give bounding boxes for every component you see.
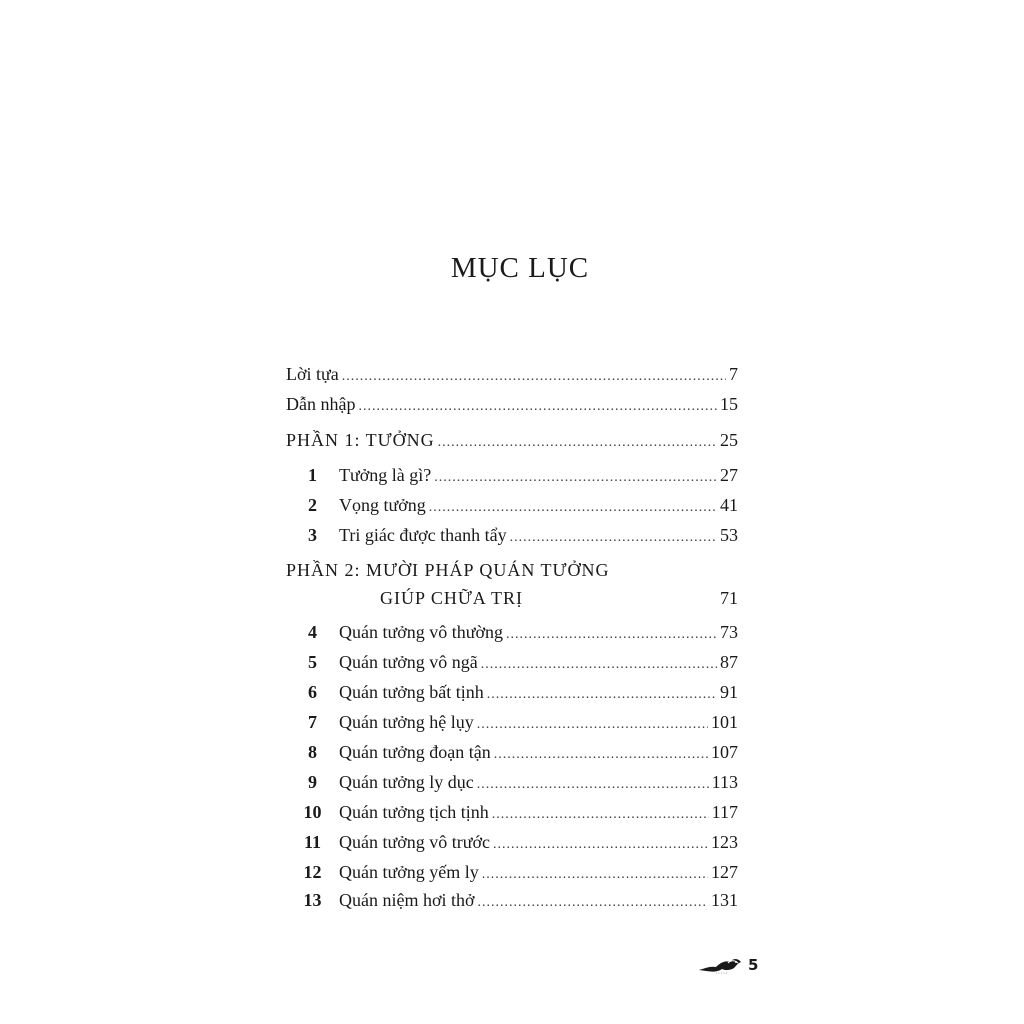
chapter-number: 6 — [308, 682, 317, 702]
toc-entry-label: Quán tưởng ly dục — [339, 772, 474, 792]
toc-part-label-line2: GIÚP CHỮA TRỊ — [380, 588, 523, 608]
page-footer — [698, 954, 758, 976]
toc-entry-page: 117 — [711, 802, 738, 822]
dot-leader — [494, 747, 708, 763]
chapter-number: 9 — [308, 772, 317, 792]
toc-entry-page: 91 — [720, 682, 738, 702]
dot-leader — [434, 470, 717, 486]
dot-leader — [492, 807, 709, 823]
toc-chapter-12[interactable] — [286, 862, 738, 886]
toc-entry-page: 15 — [720, 394, 738, 414]
toc-entry-page: 73 — [720, 622, 738, 642]
dot-leader — [487, 687, 717, 703]
toc-entry-label: Vọng tưởng — [339, 495, 426, 515]
toc-entry-label: Quán niệm hơi thở — [339, 890, 475, 910]
toc-entry-page: 123 — [711, 832, 738, 852]
toc-entry-label: Tri giác được thanh tẩy — [339, 525, 507, 545]
toc-chapter-5[interactable] — [286, 652, 738, 676]
chapter-number: 10 — [303, 802, 322, 822]
toc-part-2[interactable] — [286, 560, 738, 584]
toc-entry-label: Lời tựa — [286, 364, 339, 384]
dot-leader — [429, 500, 717, 516]
toc-entry-page: 41 — [720, 495, 738, 515]
chapter-number: 3 — [308, 525, 317, 545]
toc-chapter-9[interactable] — [286, 772, 738, 796]
toc-chapter-2[interactable] — [286, 495, 738, 519]
dot-leader — [438, 435, 717, 451]
toc-entry-page: 101 — [711, 712, 738, 732]
toc-chapter-13[interactable] — [286, 890, 738, 914]
ornament-icon — [698, 954, 744, 976]
toc-entry-label: Quán tưởng vô thường — [339, 622, 504, 642]
toc-part-label: PHẦN 2: MƯỜI PHÁP QUÁN TƯỞNG — [286, 560, 610, 580]
toc-entry-page: 7 — [729, 364, 738, 384]
toc-entry-label: Quán tưởng đoạn tận — [339, 742, 491, 762]
chapter-number: 8 — [308, 742, 317, 762]
toc-entry-label: Quán tưởng vô ngã — [339, 652, 478, 672]
toc-entry-label: Dẫn nhập — [286, 394, 356, 414]
toc-part-label: PHẦN 1: TƯỞNG — [286, 430, 435, 450]
dot-leader — [478, 895, 708, 911]
toc-entry-label: Quán tưởng hệ lụy — [339, 712, 474, 732]
toc-chapter-3[interactable] — [286, 525, 738, 549]
toc-entry-label: Quán tưởng bất tịnh — [339, 682, 484, 702]
toc-chapter-7[interactable] — [286, 712, 738, 736]
toc-entry-label: Quán tưởng yếm ly — [339, 862, 479, 882]
toc-entry-label: Quán tưởng tịch tịnh — [339, 802, 489, 822]
toc-entry-page: 25 — [720, 430, 738, 450]
toc-chapter-6[interactable] — [286, 682, 738, 706]
dot-leader — [358, 399, 717, 415]
chapter-number: 2 — [308, 495, 317, 515]
toc-entry-label: Tưởng là gì? — [339, 465, 432, 485]
chapter-number: 5 — [308, 652, 317, 672]
chapter-number: 4 — [308, 622, 317, 642]
toc-entry-page: 131 — [711, 890, 738, 910]
toc-entry-page: 71 — [720, 588, 738, 608]
chapter-number: 7 — [308, 712, 317, 732]
toc-entry-label: Quán tưởng vô trước — [339, 832, 491, 852]
toc-entry-page: 87 — [720, 652, 738, 672]
page-title: MỤC LỤC — [450, 252, 590, 284]
page-number: 5 — [748, 956, 759, 974]
toc-entry-introduction[interactable] — [286, 394, 738, 418]
toc-entry-page: 27 — [720, 465, 738, 485]
toc-chapter-8[interactable] — [286, 742, 738, 766]
toc-chapter-10[interactable] — [286, 802, 738, 826]
chapter-number: 12 — [303, 862, 322, 882]
dot-leader — [477, 777, 709, 793]
dot-leader — [510, 530, 717, 546]
toc-entry-page: 107 — [711, 742, 738, 762]
toc-chapter-4[interactable] — [286, 622, 738, 646]
dot-leader — [482, 867, 708, 883]
dot-leader — [506, 627, 717, 643]
toc-part-1[interactable] — [286, 430, 738, 454]
toc-entry-page: 113 — [711, 772, 738, 792]
toc-chapter-11[interactable] — [286, 832, 738, 856]
toc-entry-preface[interactable] — [286, 364, 738, 388]
toc-part-2-continued[interactable] — [286, 588, 738, 609]
chapter-number: 1 — [308, 465, 317, 485]
toc-entry-page: 127 — [711, 862, 738, 882]
dot-leader — [477, 717, 708, 733]
dot-leader — [342, 369, 726, 385]
chapter-number: 13 — [303, 890, 322, 910]
toc-chapter-1[interactable] — [286, 465, 738, 489]
dot-leader — [493, 837, 708, 853]
chapter-number: 11 — [303, 832, 321, 852]
dot-leader — [481, 657, 717, 673]
toc-entry-page: 53 — [720, 525, 738, 545]
